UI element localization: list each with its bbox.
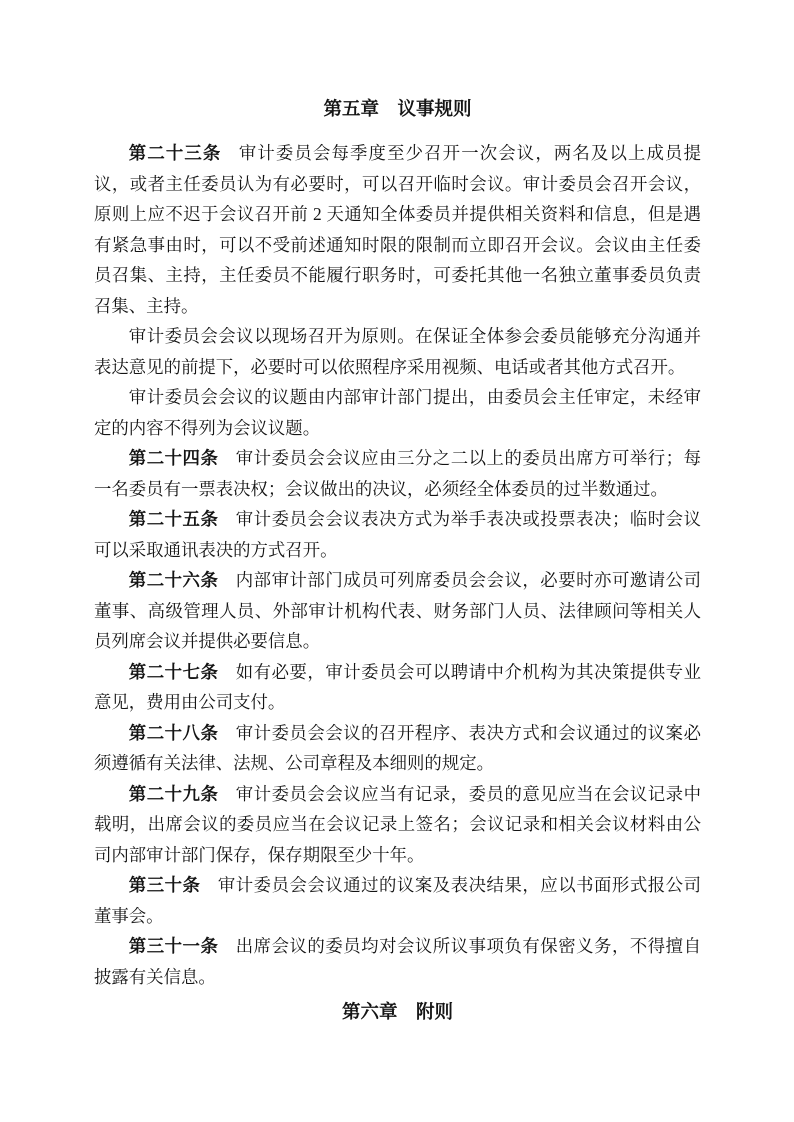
article-23-text: 审计委员会每季度至少召开一次会议，两名及以上成员提议，或者主任委员认为有必要时，可以召开临时会议。审计委员会召开会议，原则上应不迟于会议召开前 2 天通知全体委员并提供相关资料和信息，但是遇有紧急事由时，可以不受前述通知时限的限制而立即召开会议。会议由主任委员召集、主持，主任委员不能履行职务时，可委托其他一名独立董事委员负责召集、主持。	[94, 143, 701, 316]
article-31-number: 第三十一条	[128, 936, 219, 956]
article-31-text: 出席会议的委员均对会议所议事项负有保密义务，不得擅自披露有关信息。	[94, 936, 701, 987]
article-24-text: 审计委员会会议应由三分之二以上的委员出席方可举行；每一名委员有一票表决权；会议做出的决议，必须经全体委员的过半数通过。	[94, 448, 701, 499]
article-27-text: 如有必要，审计委员会可以聘请中介机构为其决策提供专业意见，费用由公司支付。	[94, 661, 701, 712]
article-30-text: 审计委员会会议通过的议案及表决结果，应以书面形式报公司董事会。	[94, 875, 701, 926]
article-28-text: 审计委员会会议的召开程序、表决方式和会议通过的议案必须遵循有关法律、法规、公司章程及本细则的规定。	[94, 722, 701, 773]
article-23-sub-1-text: 审计委员会会议以现场召开为原则。在保证全体参会委员能够充分沟通并表达意见的前提下，必要时可以依照程序采用视频、电话或者其他方式召开。	[94, 326, 701, 377]
article-27-number: 第二十七条	[128, 661, 219, 682]
article-25-text: 审计委员会会议表决方式为举手表决或投票表决；临时会议可以采取通讯表决的方式召开。	[94, 509, 701, 560]
article-29-text: 审计委员会会议应当有记录，委员的意见应当在会议记录中载明，出席会议的委员应当在会议记录上签名；会议记录和相关会议材料由公司内部审计部门保存，保存期限至少十年。	[94, 783, 701, 865]
chapter-5-title: 第五章 议事规则	[323, 100, 472, 120]
article-24-paragraph	[94, 443, 701, 504]
article-24-number: 第二十四条	[128, 448, 219, 468]
article-29-paragraph	[94, 779, 701, 871]
article-23-sub-paragraph-2	[94, 382, 701, 443]
article-27-paragraph	[94, 657, 701, 718]
article-23-sub-paragraph-1	[94, 321, 701, 382]
article-30-number: 第三十条	[128, 875, 201, 895]
article-25-number: 第二十五条	[128, 509, 219, 529]
article-26-text: 内部审计部门成员可列席委员会会议，必要时亦可邀请公司董事、高级管理人员、外部审计机构代表、财务部门人员、法律顾问等相关人员列席会议并提供必要信息。	[94, 570, 701, 651]
chapter-6-title: 第六章 附则	[341, 1003, 453, 1023]
article-23-paragraph	[94, 138, 701, 321]
article-29-number: 第二十九条	[128, 783, 219, 804]
article-30-paragraph	[94, 870, 701, 931]
article-25-paragraph	[94, 504, 701, 565]
article-26-paragraph	[94, 565, 701, 657]
article-23-number: 第二十三条	[128, 143, 222, 163]
article-31-paragraph	[94, 931, 701, 992]
article-23-sub-2-text: 审计委员会会议的议题由内部审计部门提出，由委员会主任审定，未经审定的内容不得列为会议议题。	[94, 387, 701, 438]
article-28-number: 第二十八条	[128, 722, 219, 743]
article-26-number: 第二十六条	[128, 570, 219, 590]
article-28-paragraph	[94, 718, 701, 779]
